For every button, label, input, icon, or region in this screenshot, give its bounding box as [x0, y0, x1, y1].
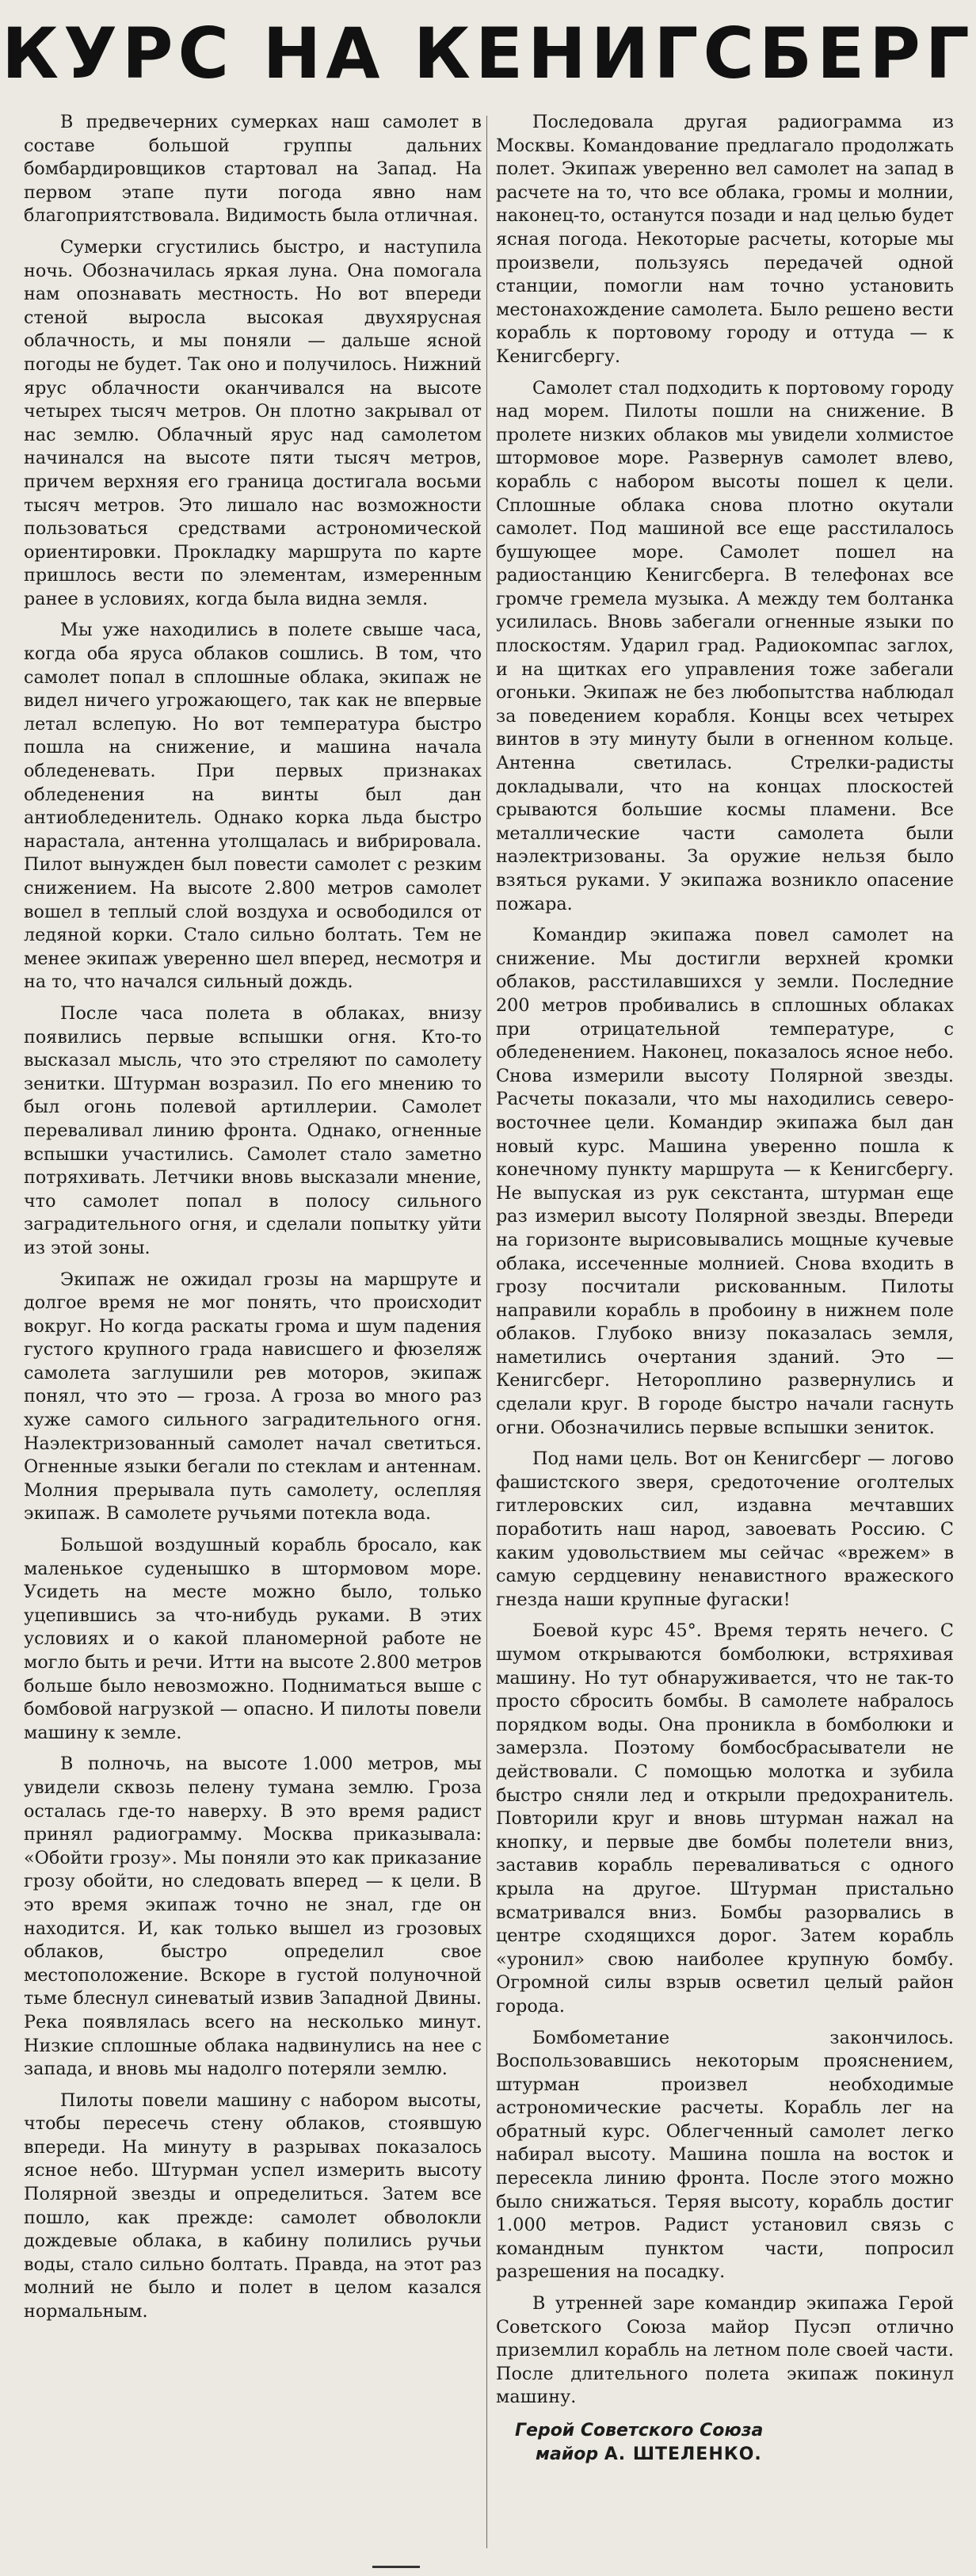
paragraph: Большой воздушный корабль бросало, как маленькое суденышко в штормовом море. Усидеть на месте можно было, только уцепившись за что-нибудь руками. В этих условиях и о какой планомерной работе не могло быть и речи. Итти на высоте 2.800 метров больше было невозможно. Подниматься выше с бомбовой нагрузкой — опасно. И пилоты повели машину к земле. [24, 1535, 482, 1743]
paragraph: В утренней заре командир экипажа Герой Советского Союза майор Пусэп отлично приземлил корабль на летном поле своей части. После длительного полета экипаж покинул машину. [496, 2293, 954, 2408]
paragraph: Самолет стал подходить к портовому городу над морем. Пилоты пошли на снижение. В пролете низких облаков мы увидели холмистое штормовое море. Развернув самолет влево, корабль с набором высоты пошел к цели. Сплошные облака снова плотно окутали самолет. Под машиной все еще расстилалось бушующее море. Самолет пошел на радиостанцию Кенигсберга. В телефонах все громче гремела музыка. А между тем болтанка усилилась. Вновь забегали огненные языки по плоскостям. Ударил град. Радиокомпас заглох, и на щитках его управления тоже забегали огоньки. Экипаж не без любопытства наблюдал за поведением корабля. Концы всех четырех винтов в эту минуту были в огненном кольце. Антенна светилась. Стрелки-радисты докладывали, что на концах плоскостей срываются большие космы пламени. Все металлические части самолета были наэлектризованы. За оружие нельзя было взяться руками. У экипажа возникло опасение пожара. [496, 377, 954, 914]
paragraph: В полночь, на высоте 1.000 метров, мы увидели сквозь пелену тумана землю. Гроза осталась где-то наверху. В это время радист принял радиограмму. Москва приказывала: «Обойти грозу». Мы поняли это как приказание грозу обойти, но следовать вперед — к цели. В это время экипаж точно не знал, где он находится. И, как только вышел из грозовых облаков, быстро определил свое местоположение. Вскоре в густой полуночной тьме блеснул синеватый извив Западной Двины. Река появлялась всего на несколько минут. Низкие сплошные облака надвинулись на нее с запада, и вновь мы надолго потеряли землю. [24, 1754, 482, 2080]
footer-rule [372, 2566, 420, 2568]
paragraph: Боевой курс 45°. Время терять нечего. С шумом открываются бомболюки, встряхивая машину. Но тут обнаруживается, что не так-то просто сбросить бомбы. В самолете набралось порядком воды. Она проникла в бомболюки и замерзла. Поэтому бомбосбрасыватели не действовали. С помощью молотка и зубила быстро сняли лед и открыли предохранитель. Повторили круг и вновь штурман нажал на кнопку, и первые две бомбы полетели вниз, заставив корабль переваливаться с одного крыла на другое. Штурман пристально всматривался вниз. Бомбы разорвались в центре сходящихся дорог. Затем корабль «уронил» свою наиболее крупную бомбу. Огромной силы взрыв осветил целый район города. [496, 1620, 954, 2017]
author-line [496, 2443, 954, 2467]
paragraph: Мы уже находились в полете свыше часа, когда оба яруса облаков сошлись. В том, что самолет попал в сплошные облака, экипаж не видел ничего угрожающего, так как не впервые летал вслепую. Но вот температура быстро пошла на снижение, и машина начала обледеневать. При первых признаках обледенения на винты был дан антиобледенитель. Однако корка льда быстро нарастала, антенна утолщалась и вибрировала. Пилот вынужден был повести самолет с резким снижением. На высоте 2.800 метров самолет вошел в теплый слой воздуха и освободился от ледяной корки. Стало сильно болтать. Тем не менее экипаж уверенно шел вперед, несмотря и на то, что начался сильный дождь. [24, 620, 482, 993]
paragraph: Сумерки сгустились быстро, и наступила ночь. Обозначилась яркая луна. Она помогала нам опознавать местность. Но вот впереди стеной выросла высокая двухярусная облачность, и мы поняли — дальше ясной погоды не будет. Так оно и получилось. Нижний ярус облачности оканчивался на высоте четырех тысяч метров. Он плотно закрывал от нас землю. Облачный ярус над самолетом начинался на высоте пяти тысяч метров, причем верхняя его граница достигала восьми тысяч метров. Это лишало нас возможности пользоваться средствами астрономической ориентировки. Прокладку маршрута по карте пришлось вести по элементам, измеренным ранее в условиях, когда была видна земля. [24, 236, 482, 609]
paragraph: Пилоты повели машину с набором высоты, чтобы пересечь стену облаков, стоявшую впереди. На минуту в разрывах показалось ясное небо. Штурман успел измерить высоту Полярной звезды и определиться. Затем все пошло, как прежде: самолет обволокли дождевые облака, в кабину полились ручьи воды, стало сильно болтать. Правда, на этот раз молний не было и полет в целом казался нормальным. [24, 2089, 482, 2322]
author-name: А. ШТЕЛЕНКО. [604, 2444, 762, 2464]
article-title: КУРС НА КЕНИГСБЕРГ [2, 13, 974, 94]
author-signature [496, 2419, 954, 2467]
paragraph: Командир экипажа повел самолет на снижение. Мы достигли верхней кромки облаков, расстилавшихся у земли. Последние 200 метров пробивались в сплошных облаках при отрицательной температуре, с обледенением. Наконец, показалось ясное небо. Снова измерили высоту Полярной звезды. Расчеты показали, что мы находились северо-восточнее цели. Командир экипажа был дан новый курс. Машина уверенно пошла к конечному пункту маршрута — к Кенигсбергу. Не выпуская из рук секстанта, штурман еще раз измерил высоту Полярной звезды. Впереди на горизонте вырисовывались мощные кучевые облака, иссеченные молнией. Снова входить в грозу посчитали рискованным. Пилоты направили корабль в пробоину в нижнем поле облаков. Глубоко внизу показалась земля, наметились очертания зданий. Это — Кенигсберг. Нетороплино развернулись и сделали круг. В городе быстро начали гаснуть огни. Обозначились первые вспышки зениток. [496, 925, 954, 1438]
right-column [496, 111, 954, 2467]
paragraph: Бомбометание закончилось. Воспользовавшись некоторым прояснением, штурман произвел необходимые астрономические расчеты. Корабль лег на обратный курс. Облегченный самолет легко набирал высоту. Машина пошла на восток и пересекла линию фронта. После этого можно было снижаться. Теряя высоту, корабль достиг 1.000 метров. Радист установил связь с командным пунктом части, попросил разрешения на посадку. [496, 2027, 954, 2283]
paragraph: В предвечерних сумерках наш самолет в составе большой группы дальних бомбардировщиков стартовал на Запад. На первом этапе пути погода явно нам благоприятствовала. Видимость была отличная. [24, 112, 482, 227]
left-column [24, 111, 482, 2332]
paragraph: После часа полета в облаках, внизу появились первые вспышки огня. Кто-то высказал мысль, что это стреляют по самолету зенитки. Штурман возразил. По его мнению то был огонь полевой артиллерии. Самолет переваливал линию фронта. Однако, огненные вспышки участились. Самолет стало заметно потряхивать. Летчики вновь высказали мнение, что самолет попал в полосу сильного заградительного огня, и сделали попытку уйти из этой зоны. [24, 1002, 482, 1258]
author-title: Герой Советского Союза [515, 2421, 764, 2441]
column-divider [486, 116, 487, 2548]
author-rank: майор [536, 2444, 599, 2464]
paragraph: Под нами цель. Вот он Кенигсберг — логово фашистского зверя, средоточение оголтелых гитлеровских сил, издавна мечтавших поработить наш народ, завоевать Россию. С каким удовольствием мы сейчас «врежем» в самую сердцевину ненавистного вражеского гнезда наши крупные фугаски! [496, 1448, 954, 1610]
paragraph: Экипаж не ожидал грозы на маршруте и долгое время не мог понять, что происходит вокруг. Но когда раскаты грома и шум падения густого крупного града нависшего и фюзеляж самолета заглушили рев моторов, экипаж понял, что это — гроза. А гроза во много раз хуже самого сильного заградительного огня. Наэлектризованный самолет начал светиться. Огненные языки бегали по стеклам и антеннам. Молния прерывала путь самолету, ослепляя экипаж. В самолете ручьями потекла вода. [24, 1269, 482, 1525]
paragraph: Последовала другая радиограмма из Москвы. Командование предлагало продолжать полет. Экипаж уверенно вел самолет на запад в расчете на то, что все облака, громы и молнии, наконец-то, останутся позади и над целью будет ясная погода. Некоторые расчеты, которые мы произвели, пользуясь передачей одной станции, помогли нам точно установить местонахождение самолета. Было решено вести корабль к портовому городу и оттуда — к Кенигсбергу. [496, 112, 954, 367]
